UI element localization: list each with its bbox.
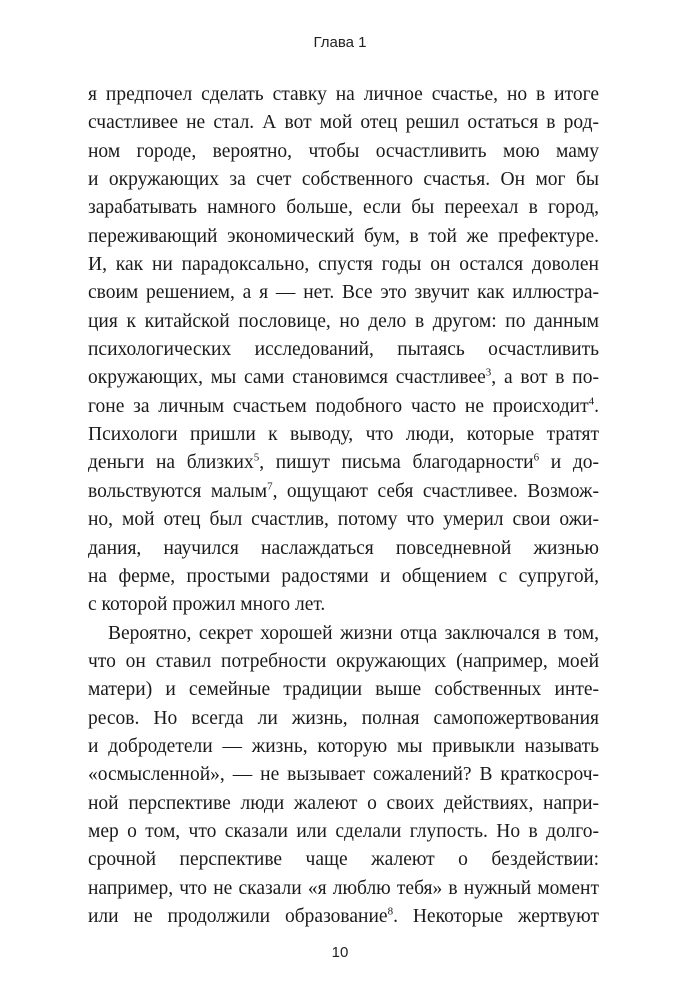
text-line: мер о том, что сказали или сделали глупость. Но в долго- [88, 820, 599, 842]
text-span: вольствуются малым [88, 480, 268, 502]
text-line: например, что не сказали «я люблю тебя» в нужный момент [88, 877, 599, 899]
text-span: и до- [539, 452, 599, 474]
text-line: Вероятно, секрет хорошей жизни отца заключался в том, [108, 622, 599, 644]
text-line: я предпочел сделать ставку на личное счастье, но в итоге [88, 84, 599, 105]
text-line [88, 478, 599, 506]
text-line: своим решением, а я — нет. Все это звучит как иллюстра- [88, 282, 599, 304]
text-line: ресов. Но всегда ли жизнь, полная самопожертвования [88, 707, 599, 729]
body-text [88, 81, 599, 931]
text-line [88, 449, 599, 477]
text-line: счастливее не стал. А вот мой отец решил остаться в род- [88, 112, 599, 134]
text-line [88, 364, 599, 392]
text-span: или не продолжили образование [88, 905, 388, 927]
text-line: переживающий экономический бум, в той же префектуре. [88, 225, 599, 247]
text-line: с которой прожил много лет. [88, 594, 326, 616]
text-span: , а вот в по- [491, 367, 599, 389]
text-line: и окружающих за счет собственного счастья. Он мог бы [88, 169, 599, 191]
page-number: 10 [331, 944, 349, 961]
text-span: , пишут письма благодарности [259, 452, 534, 474]
text-span: , ощущают себя счастливее. Возмож- [272, 480, 599, 502]
footnote-ref: 8 [387, 905, 394, 918]
text-span: . [594, 395, 599, 417]
running-header: Глава 1 [313, 34, 367, 51]
text-line: что он ставил потребности окружающих (например, моей [88, 650, 599, 672]
footnote-ref: 6 [533, 451, 540, 464]
text-line: дания, научился наслаждаться повседневной жизнью [88, 537, 599, 559]
text-line: зарабатывать намного больше, если бы переехал в город, [88, 197, 599, 219]
footnote-ref: 3 [485, 366, 492, 379]
text-line: но, мой отец был счастлив, потому что умерил свои ожи- [88, 509, 599, 531]
text-line [88, 393, 599, 421]
text-line: ном городе, вероятно, чтобы осчастливить мою маму [88, 140, 599, 162]
footnote-ref: 5 [253, 451, 260, 464]
text-line: срочной перспективе чаще жалеют о бездействии: [88, 849, 599, 871]
text-span: гоне за личным счастьем подобного часто не происходит [88, 395, 589, 417]
footnote-ref: 4 [588, 395, 595, 408]
text-span: окружающих, мы сами становимся счастливее [88, 367, 486, 389]
text-line: и добродетели — жизнь, которую мы привыкли называть [88, 735, 599, 757]
text-line: психологических исследований, пытаясь осчастливить [88, 339, 599, 361]
text-line: на ферме, простыми радостями и общением с супругой, [88, 565, 599, 587]
text-span: деньги на близких [88, 452, 254, 474]
text-line: ция к китайской пословице, но дело в другом: по данным [88, 310, 599, 332]
text-line [88, 903, 599, 931]
text-line: Психологи пришли к выводу, что люди, которые тратят [88, 424, 599, 446]
text-line: «осмысленной», — не вызывает сожалений? В краткосроч- [88, 764, 599, 786]
footnote-ref: 7 [267, 480, 273, 493]
text-line: И, как ни парадоксально, спустя годы он остался доволен [88, 254, 599, 276]
text-line: ной перспективе люди жалеют о своих действиях, напри- [88, 792, 599, 814]
text-span: . Некоторые жертвуют [393, 905, 599, 927]
text-line: матери) и семейные традиции выше собственных инте- [88, 679, 599, 701]
